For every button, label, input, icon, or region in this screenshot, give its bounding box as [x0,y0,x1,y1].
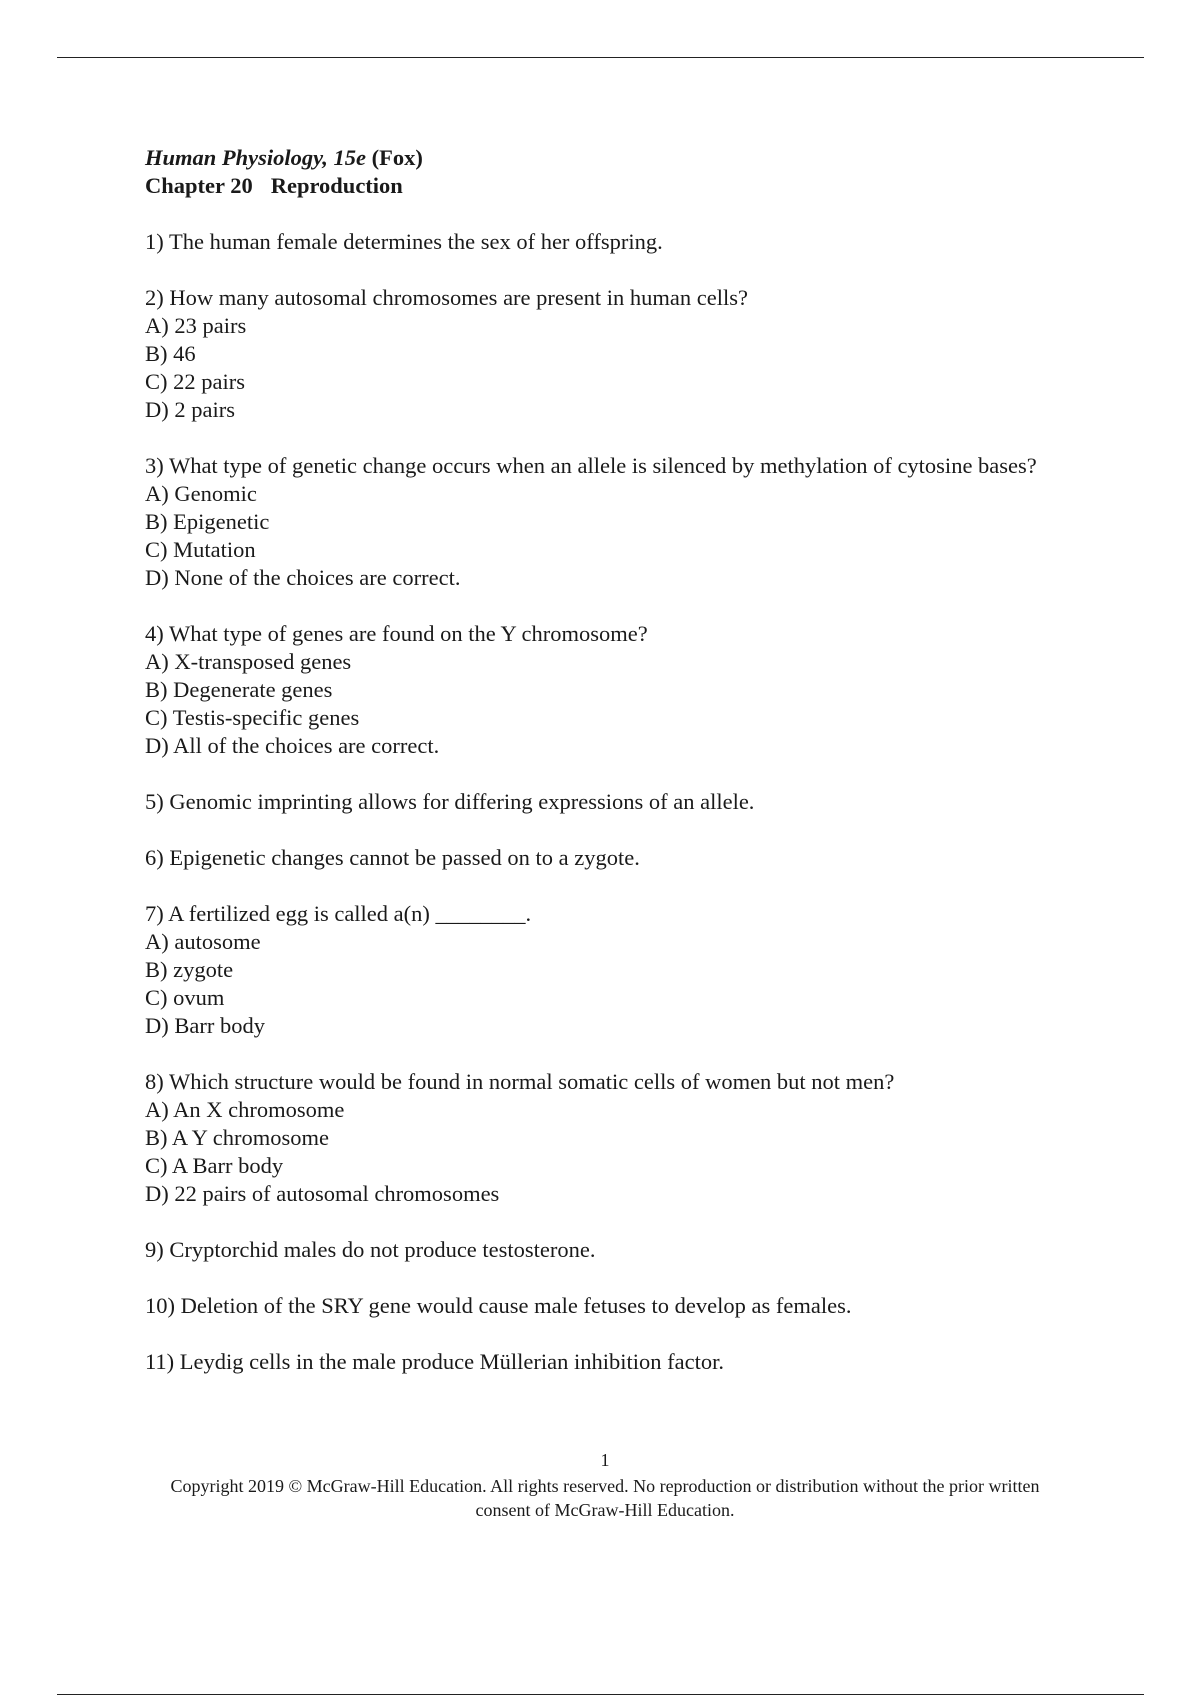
question-stem: 5) Genomic imprinting allows for differing expressions of an allele. [145,789,755,814]
question-stem: 4) What type of genes are found on the Y chromosome? [145,621,648,646]
document-header [145,144,1065,200]
question-stem: 8) Which structure would be found in normal somatic cells of women but not men? [145,1069,895,1094]
answer-option: D) All of the choices are correct. [145,733,440,758]
chapter-line [145,172,1065,200]
answer-option: C) Testis-specific genes [145,705,360,730]
question-stem: 1) The human female determines the sex of her offspring. [145,229,663,254]
question-item [145,1292,1065,1320]
answer-option: D) None of the choices are correct. [145,565,461,590]
answer-option: A) An X chromosome [145,1097,345,1122]
question-stem: 11) Leydig cells in the male produce Müllerian inhibition factor. [145,1349,725,1374]
question-stem: 3) What type of genetic change occurs when an allele is silenced by methylation of cytosine bases? [145,453,1037,478]
copyright-notice: Copyright 2019 © McGraw-Hill Education. All rights reserved. No reproduction or distribution without the prior written consent of McGraw-Hill Education. [170,1476,1040,1520]
question-item [145,1236,1065,1264]
question-item [145,900,1065,1040]
book-title: Human Physiology, 15e [145,145,367,170]
answer-option: B) zygote [145,957,234,982]
question-item [145,228,1065,256]
answer-option: A) autosome [145,929,261,954]
top-rule [57,57,1144,58]
answer-option: C) Mutation [145,537,256,562]
question-item [145,1348,1065,1376]
answer-option: B) 46 [145,341,196,366]
book-title-line [145,144,1065,172]
answer-option: A) X-transposed genes [145,649,352,674]
page-footer [145,1448,1065,1522]
answer-option: A) Genomic [145,481,257,506]
question-item [145,452,1065,592]
question-item [145,284,1065,424]
question-stem: 9) Cryptorchid males do not produce testosterone. [145,1237,596,1262]
question-stem: 2) How many autosomal chromosomes are present in human cells? [145,285,748,310]
document-body [145,144,1065,1404]
answer-option: C) 22 pairs [145,369,245,394]
answer-option: B) Epigenetic [145,509,270,534]
answer-option: D) Barr body [145,1013,265,1038]
answer-option: C) A Barr body [145,1153,284,1178]
bottom-rule [57,1694,1144,1695]
question-item [145,620,1065,760]
question-stem: 7) A fertilized egg is called a(n) ________. [145,901,532,926]
book-author: (Fox) [371,145,423,170]
answer-option: D) 2 pairs [145,397,235,422]
answer-option: A) 23 pairs [145,313,247,338]
question-stem: 10) Deletion of the SRY gene would cause male fetuses to develop as females. [145,1293,852,1318]
page-number: 1 [600,1450,610,1470]
question-list [145,228,1065,1376]
chapter-title: Reproduction [270,173,403,198]
answer-option: C) ovum [145,985,225,1010]
answer-option: B) Degenerate genes [145,677,333,702]
chapter-label: Chapter 20 [145,173,253,198]
question-item [145,788,1065,816]
answer-option: D) 22 pairs of autosomal chromosomes [145,1181,500,1206]
question-stem: 6) Epigenetic changes cannot be passed on to a zygote. [145,845,640,870]
question-item [145,1068,1065,1208]
question-item [145,844,1065,872]
answer-option: B) A Y chromosome [145,1125,329,1150]
